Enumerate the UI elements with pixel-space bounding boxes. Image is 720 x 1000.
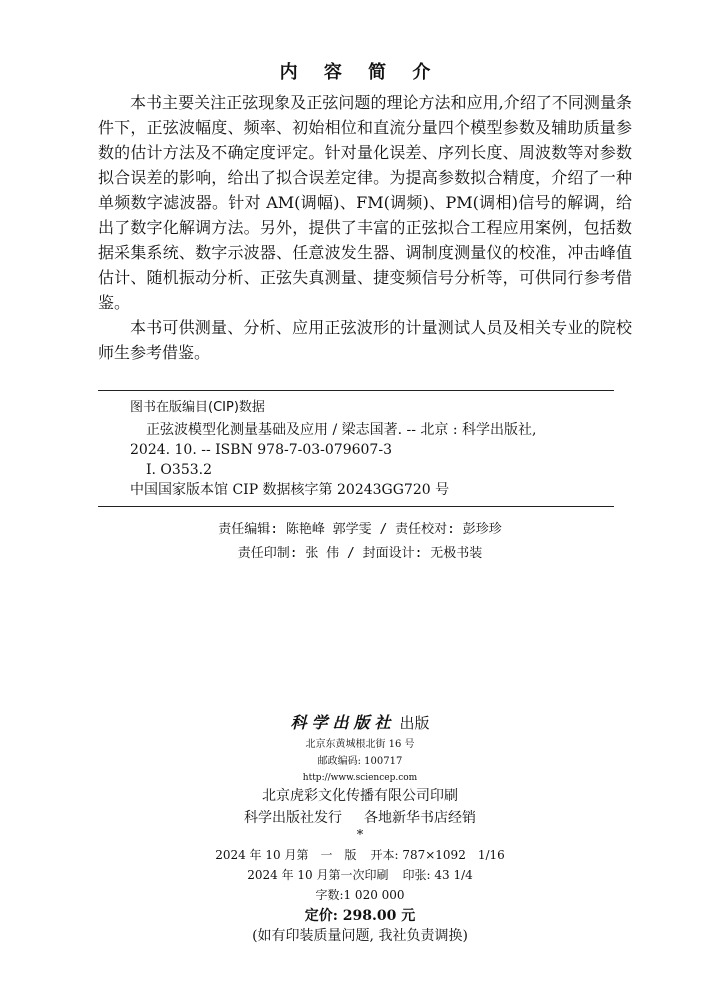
- cip-top-rule: [98, 390, 614, 391]
- production-credits: 责任印制: 张 伟 / 封面设计: 无极书装: [237, 546, 483, 561]
- edition-line: [0, 846, 720, 863]
- intro-paragraph-1: 本书主要关注正弦现象及正弦问题的理论方法和应用,介绍了不同测量条件下，正弦波幅度、频率、初始相位和直流分量四个模型参数及辅助质量参数的估计方法及不确定度评定。针对量化误差、序列长度、周波数等对参数拟合误差的影响，给出了拟合误差定律。为提高参数拟合精度，介绍了一种单频数字滤波器。针对 AM(调幅)、FM(调频)、PM(调相)信号的解调，给出了数字化解调方法。另外，提供了丰富的正弦拟合工程应用案例，包括数据采集系统、数字示波器、任意波发生器、调制度测量仪的校准，冲击峰值估计、随机振动分析、正弦失真测量、捷变频信号分析等，可供同行参考借鉴。: [98, 93, 632, 312]
- cip-bottom-rule: [98, 506, 614, 507]
- issuer-text: 科学出版社发行: [244, 810, 342, 826]
- cip-line-4: 中国国家版本馆 CIP 数据核字第 20243GG720 号: [130, 482, 450, 498]
- publisher-line: [0, 710, 720, 733]
- intro-title: 内 容 简 介: [279, 62, 441, 83]
- cip-line-3: I. O353.2: [146, 462, 212, 478]
- publisher-url: http://www.sciencep.com: [302, 773, 418, 783]
- distributor-text: 各地新华书店经销: [364, 810, 476, 826]
- editor-credits: 责任编辑: 陈艳峰 郭学雯 / 责任校对: 彭珍珍: [218, 522, 502, 537]
- publisher-suffix: 出版: [399, 714, 430, 732]
- publisher-logo: 科学出版社: [290, 713, 396, 732]
- separator-star: *: [356, 828, 364, 843]
- printing-line: [0, 866, 720, 883]
- price: 定价: 298.00 元: [304, 908, 416, 924]
- format-text: 开本: 787×1092 1/16: [370, 848, 505, 862]
- edition-text: 2024 年 10 月第 一 版: [215, 848, 357, 862]
- issuer-line: [0, 807, 720, 829]
- cip-line-2: 2024. 10. -- ISBN 978-7-03-079607-3: [130, 442, 392, 458]
- cip-line-1: 正弦波模型化测量基础及应用 / 梁志国著. -- 北京 : 科学出版社,: [146, 422, 537, 438]
- quality-note: (如有印装质量问题, 我社负责调换): [252, 928, 468, 944]
- publisher-address: 北京东黄城根北街 16 号: [305, 739, 415, 750]
- word-count: 字数:1 020 000: [315, 888, 405, 902]
- printing-text: 2024 年 10 月第一次印刷: [247, 868, 389, 882]
- publisher-zip: 邮政编码: 100717: [317, 756, 403, 767]
- cip-record: [130, 420, 620, 500]
- intro-paragraph-2: 本书可供测量、分析、应用正弦波形的计量测试人员及相关专业的院校师生参考借鉴。: [98, 318, 632, 362]
- printer-line: 北京虎彩文化传播有限公司印刷: [262, 788, 458, 804]
- cip-heading: 图书在版编目(CIP)数据: [130, 400, 265, 415]
- intro-text: [98, 90, 632, 365]
- sheets-text: 印张: 43 1/4: [402, 868, 473, 882]
